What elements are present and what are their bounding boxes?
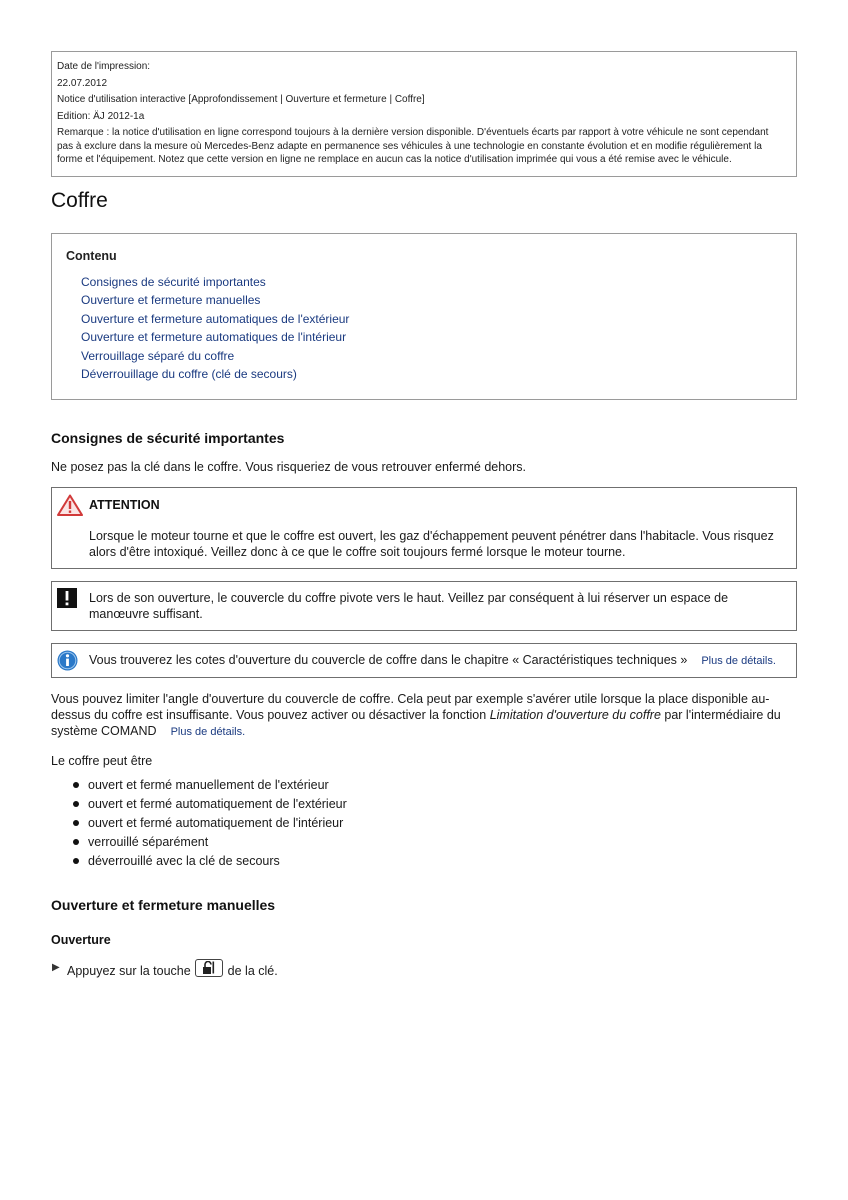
print-date-label: Date de l'impression: — [57, 61, 151, 72]
document-path: Notice d'utilisation interactive [Approfondissement | Ouverture et fermeture | Coffre] — [57, 94, 425, 106]
bullet-icon — [73, 782, 79, 788]
trunk-options-list — [51, 776, 797, 871]
subheading-opening: Ouverture — [51, 932, 111, 947]
para1-function-name: Limitation d'ouverture du coffre — [489, 707, 661, 722]
instruction-step — [51, 959, 797, 980]
bullet-icon — [73, 820, 79, 826]
warning-label: ATTENTION — [89, 497, 160, 512]
section-heading-manual: Ouverture et fermeture manuelles — [51, 896, 276, 913]
info-icon — [57, 650, 78, 676]
trunk-unlock-key-icon — [195, 959, 223, 977]
list-item: déverrouillé avec la clé de secours — [51, 852, 797, 871]
toc-heading: Contenu — [66, 248, 117, 263]
info-more-link[interactable]: Plus de détails. — [701, 654, 776, 667]
info-text: Vous trouverez les cotes d'ouverture du couvercle de coffre dans le chapitre « Caractéristiques techniques » — [89, 652, 688, 667]
opening-limit-paragraph — [51, 691, 797, 740]
print-info-box — [51, 51, 797, 177]
para1-text-b: par l'intermédiaire du système COMAND — [51, 707, 781, 738]
remark: Remarque : la notice d'utilisation en ligne correspond toujours à la dernière version disponible. D'éventuels écarts par rapport à votre véhicule ne sont cependant pas à exclure dans la mesure où Mercedes-Benz adapte en permanence ses véhicules à une technologie en constante évolution et en modifie régulièrement la forme et l'équipement. Notez que cette version en ligne ne remplace en aucun cas la notice d'utilisation imprimée qui vous a été remise avec le véhicule. — [57, 127, 769, 166]
list-item: verrouillé séparément — [51, 833, 797, 852]
caution-box — [51, 581, 797, 631]
info-box — [51, 643, 797, 678]
document-page — [51, 51, 797, 980]
warning-triangle-icon — [57, 494, 83, 521]
toc-link-separate-lock[interactable]: Verrouillage séparé du coffre — [81, 348, 235, 363]
section-heading-safety: Consignes de sécurité importantes — [51, 429, 285, 446]
toc-link-auto-interior[interactable]: Ouverture et fermeture automatiques de l'intérieur — [81, 330, 347, 345]
comand-more-link[interactable]: Plus de détails. — [170, 725, 246, 738]
edition: Edition: ÄJ 2012-1a — [57, 110, 145, 122]
step-text-a: Appuyez sur la touche — [67, 963, 191, 978]
list-item: ouvert et fermé automatiquement de l'intérieur — [51, 814, 797, 833]
page-title: Coffre — [51, 188, 108, 212]
list-item: ouvert et fermé automatiquement de l'extérieur — [51, 795, 797, 814]
toc-link-safety[interactable]: Consignes de sécurité importantes — [81, 274, 266, 289]
safety-intro: Ne posez pas la clé dans le coffre. Vous risqueriez de vous retrouver enfermé dehors. — [51, 459, 527, 474]
caution-text: Lors de son ouverture, le couvercle du coffre pivote vers le haut. Veillez par conséquent à lui réserver un espace de manœuvre suffisant. — [89, 590, 729, 621]
toc-link-auto-exterior[interactable]: Ouverture et fermeture automatiques de l'extérieur — [81, 311, 350, 326]
bullet-icon — [73, 801, 79, 807]
step-arrow-icon: ▶ — [52, 961, 60, 973]
print-date: 22.07.2012 — [57, 77, 108, 89]
list-item: ouvert et fermé manuellement de l'extérieur — [51, 776, 797, 795]
para1-text-a: Vous pouvez limiter l'angle d'ouverture du couvercle de coffre. Cela peut par exemple s'avérer utile lorsque la place disponible au-dessus du coffre est insuffisante. Vous pouvez activer ou désactiver la fonction — [51, 691, 770, 722]
table-of-contents — [51, 233, 797, 400]
bullet-icon — [73, 858, 79, 864]
toc-link-manual[interactable]: Ouverture et fermeture manuelles — [81, 293, 261, 308]
trunk-can-be-text: Le coffre peut être — [51, 753, 153, 768]
toc-link-emergency-key[interactable]: Déverrouillage du coffre (clé de secours) — [81, 367, 297, 382]
warning-text: Lorsque le moteur tourne et que le coffre est ouvert, les gaz d'échappement peuvent pénétrer dans l'habitacle. Vous risquez alors d'être intoxiqué. Veillez donc à ce que le coffre soit toujours fermé lorsque le moteur tourne. — [89, 528, 774, 559]
bullet-icon — [73, 839, 79, 845]
warning-box — [51, 487, 797, 569]
step-text-b: de la clé. — [227, 963, 278, 978]
exclamation-icon — [57, 588, 77, 613]
info-text-paragraph — [89, 652, 784, 669]
